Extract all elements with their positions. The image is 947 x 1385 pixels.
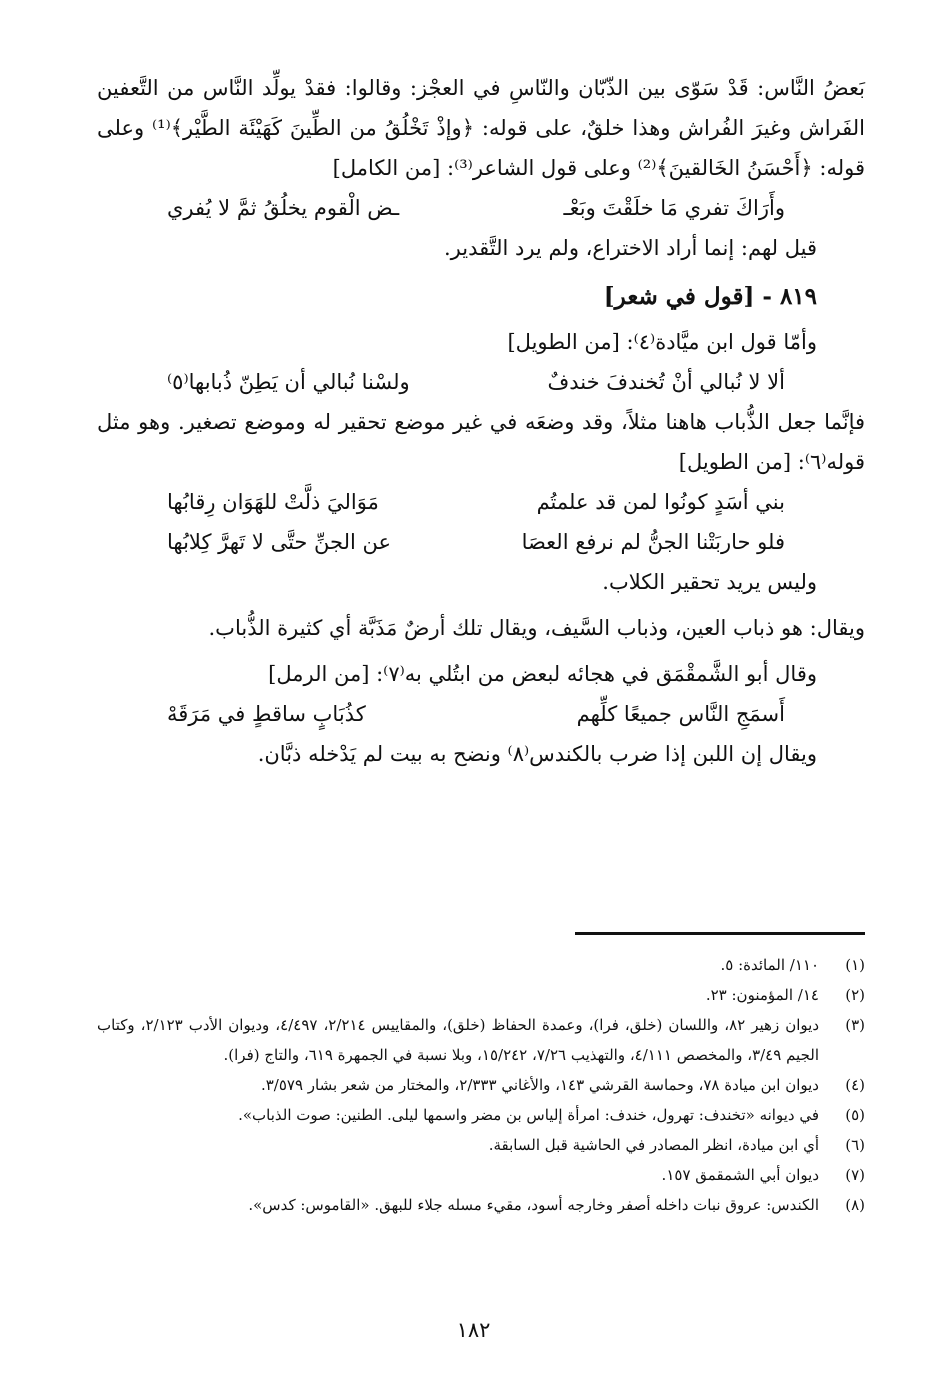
footnote-number: (١) [845,956,865,974]
footnote-text: ديوان زهير ٨٢، واللسان (خلق، فرا)، وعمدة الحفاظ (خلق)، والمقاييس ٢/٢١٤، ٤/٤٩٧، وديوان الأدب ٢/١٢٣، وكتاب الجيم ٣/٤٩، والمخصص ٤/١١١، والتهذيب ٧/٢٦، ١٥/٢٤٢، وبلا نسبة في الجمهرة ٦١٩، والتاج (فرا). [97,1016,820,1064]
verse-line [97,694,865,734]
footnote [97,950,865,980]
footnote-number: (٣) [845,1016,865,1034]
footnote [97,1070,865,1100]
footnote-separator [575,932,865,935]
verse-second-hemistich: عن الجنِّ حتَّى لا تَهرَّ كِلابُها [167,530,392,554]
verse-second-hemistich: ـض الْقوم يخلُقُ ثمَّ لا يُفري [167,196,400,220]
verse-second-hemistich: ولسْنا نُبالي أن يَطِنّ ذُبابها⁽٥⁾ [167,370,410,394]
page-number: ١٨٢ [456,1318,491,1342]
section-heading: ٨١٩ - [قول في شعر] [603,283,817,310]
verse-second-hemistich: مَوَاليَ ذلَّتْ للهَوَان رِقابُها [167,490,379,514]
footnote-number: (٨) [845,1196,865,1214]
footnote-text: ديوان أبي الشمقمق ١٥٧. [661,1166,819,1184]
footnote [97,1160,865,1190]
paragraph: وأمّا قول ابن ميَّادة⁽٤⁾: [من الطويل] [507,330,817,354]
verse-line [97,482,865,522]
footnote-text: ١١٠/ المائدة: ٥. [720,956,819,974]
verse-line [97,522,865,562]
paragraph: قيل لهم: إنما أراد الاختراع، ولم يرد التَّقدير. [444,236,817,260]
footnote [97,1010,865,1070]
footnote-number: (٤) [845,1076,865,1094]
paragraph: ويقال: هو ذباب العين، وذباب السَّيف، ويقال تلك أرضٌ مَذَبَّة أي كثيرة الذُّباب. [208,616,865,640]
footnote [97,980,865,1010]
footnote-text: ١٤/ المؤمنون: ٢٣. [705,986,819,1004]
footnote-text: ديوان ابن ميادة ٧٨، وحماسة القرشي ١٤٣، والأغاني ٢/٣٣٣، والمختار من شعر بشار ٣/٥٧٩. [260,1076,819,1094]
paragraph: ويقال إن اللبن إذا ضرب بالكندس⁽٨⁾ ونضح به بيت لم يَدْخله ذبَّان. [257,742,817,766]
footnote-number: (٧) [845,1166,865,1184]
main-text [97,68,865,774]
verse-first-hemistich: وأَرَاكَ تفري مَا خلَقْتَ وبَعْـ [563,196,785,220]
verse-first-hemistich: أَسمَجِ النَّاس جميعًا كلِّهم [576,702,785,726]
footnote [97,1130,865,1160]
footnote-text: الكندس: عروق نبات داخله أصفر وخارجه أسود، مقيء مسله جلاء للبهق. «القاموس: كدس». [248,1196,819,1214]
verse-second-hemistich: كذُبَابٍ ساقطٍ في مَرَقَهْ [167,702,366,726]
paragraph: وقال أبو الشَّمقْمَق في هجائه لبعض من ابتُلي به⁽٧⁾: [من الرمل] [268,662,817,686]
footnote [97,1100,865,1130]
verse-first-hemistich: فلو حاربَتْنا الجنُّ لم نرفع العصَا [521,530,785,554]
verse-line [97,362,865,402]
verse-first-hemistich: ألا لا نُبالي أنْ تُخندفَ خندفٌ [547,370,785,394]
verse-first-hemistich: بني أسَدٍ كونُوا لمن قد علمتُم [536,490,785,514]
footnote-number: (٢) [845,986,865,1004]
paragraph: وليس يريد تحقير الكلاب. [602,570,817,594]
paragraph: بَعضُ النَّاس: قَدْ سَوّى بين الذّبّان والنّاسِ في العجْز: وقالوا: فقدْ يولِّد النَّاس من التَّعفين الفَراش وغيرَ الفُراش وهذا خلقٌ، على قوله: ﴿وإذْ تَخْلُقُ من الطِّينَ كَهَيْئَة الطَّيْر﴾⁽¹⁾ وعلى قوله: ﴿أَحْسَنُ الخَالقينَ﴾⁽²⁾ وعلى قول الشاعر⁽³⁾: [من الكامل] [97,76,865,180]
footnote-number: (٥) [845,1106,865,1124]
paragraph: فإنَّما جعل الذُّباب هاهنا مثلاً، وقد وضعَه في غير موضع تحقير له وموضع تصغير. وهو مثل قوله⁽٦⁾: [من الطويل] [97,410,865,474]
footnote [97,1190,865,1220]
footnote-number: (٦) [845,1136,865,1154]
verse-line [97,188,865,228]
footnote-text: أي ابن ميادة، انظر المصادر في الحاشية قبل السابقة. [488,1136,819,1154]
footnote-text: في ديوانه «تخندف: تهرول، خندف: امرأة إلياس بن مضر واسمها ليلى. الطنين: صوت الذباب». [238,1106,819,1124]
footnotes [97,950,865,1220]
